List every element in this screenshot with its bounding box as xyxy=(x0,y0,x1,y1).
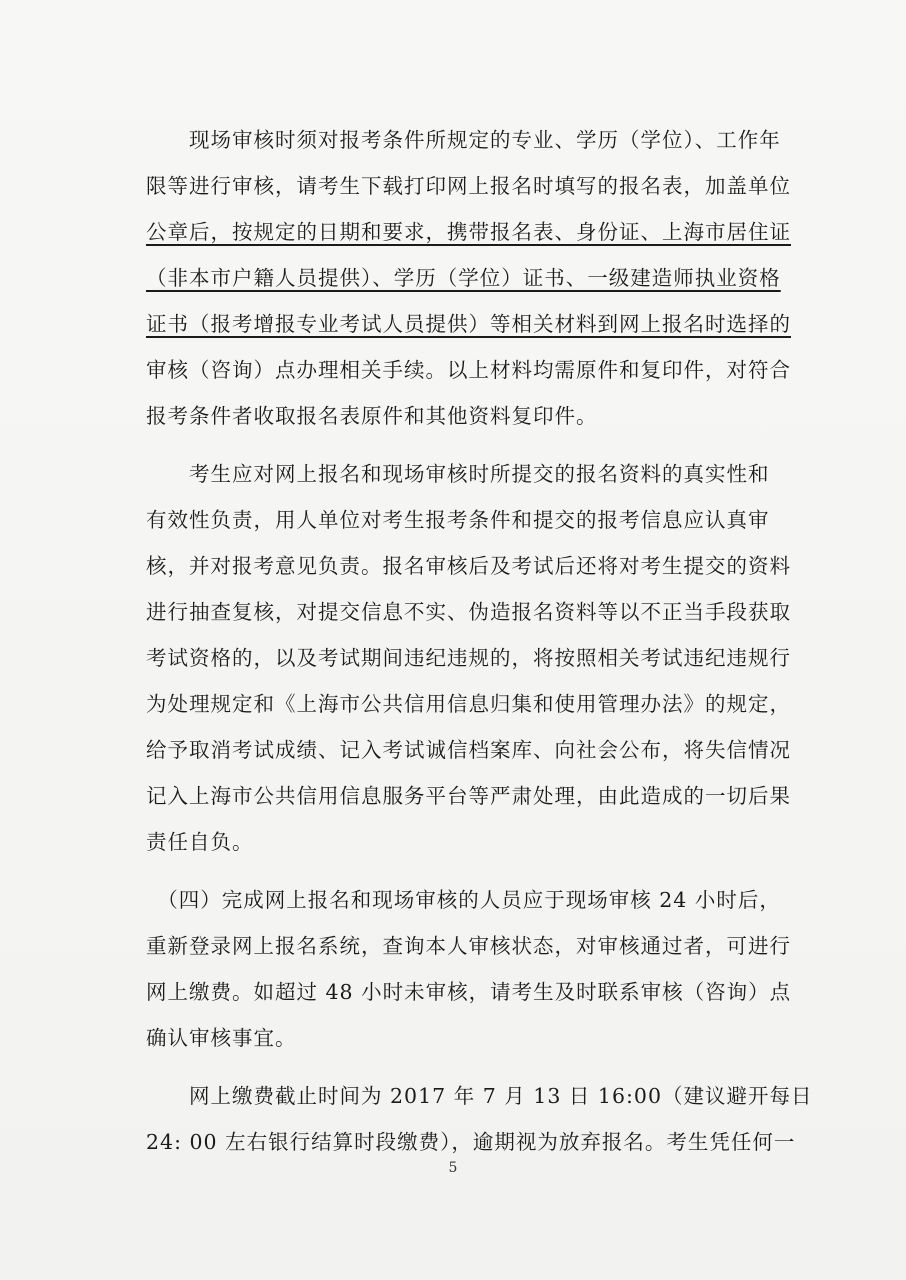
body-text xyxy=(146,117,813,1165)
paragraph-payment-deadline xyxy=(146,1073,813,1165)
text-line: （非本市户籍人员提供）、学历（学位）证书、一级建造师执业资格 xyxy=(146,266,781,290)
text-line: 现场审核时须对报考条件所规定的专业、学历（学位）、工作年 xyxy=(146,128,781,152)
text-line: 记入上海市公共信用信息服务平台等严肃处理，由此造成的一切后果 xyxy=(146,784,791,808)
page-number: 5 xyxy=(448,1160,458,1176)
text-line: （四）完成网上报名和现场审核的人员应于现场审核 24 小时后， xyxy=(146,888,781,912)
text-line: 重新登录网上报名系统，查询本人审核状态，对审核通过者，可进行 xyxy=(146,934,791,958)
text-line: 网上缴费截止时间为 2017 年 7 月 13 日 16:00（建议避开每日 xyxy=(146,1084,813,1108)
text-line: 责任自负。 xyxy=(146,830,254,854)
text-line: 为处理规定和《上海市公共信用信息归集和使用管理办法》的规定， xyxy=(146,692,791,716)
text-line: 24: 00 左右银行结算时段缴费），逾期视为放弃报名。考生凭任何一 xyxy=(146,1130,796,1154)
text-line: 审核（咨询）点办理相关手续。以上材料均需原件和复印件，对符合 xyxy=(146,358,791,382)
text-line: 有效性负责，用人单位对考生报考条件和提交的报考信息应认真审 xyxy=(146,508,770,532)
text-line: 核，并对报考意见负责。报名审核后及考试后还将对考生提交的资料 xyxy=(146,554,791,578)
paragraph-section-four xyxy=(146,877,792,1061)
text-line: 确认审核事宜。 xyxy=(146,1026,297,1050)
text-line: 进行抽查复核，对提交信息不实、伪造报名资料等以不正当手段获取 xyxy=(146,600,791,624)
text-line: 考生应对网上报名和现场审核时所提交的报名资料的真实性和 xyxy=(146,462,770,486)
paragraph-onsite-review xyxy=(146,117,791,439)
text-line: 公章后，按规定的日期和要求，携带报名表、身份证、上海市居住证 xyxy=(146,220,791,244)
text-line: 证书（报考增报专业考试人员提供）等相关材料到网上报名时选择的 xyxy=(146,312,791,336)
text-line: 考试资格的，以及考试期间违纪违规的，将按照相关考试违纪违规行 xyxy=(146,646,791,670)
text-line: 报考条件者收取报名表原件和其他资料复印件。 xyxy=(146,404,598,428)
text-line: 限等进行审核，请考生下载打印网上报名时填写的报名表，加盖单位 xyxy=(146,174,791,198)
text-line: 给予取消考试成绩、记入考试诚信档案库、向社会公布，将失信情况 xyxy=(146,738,791,762)
text-line: 网上缴费。如超过 48 小时未审核，请考生及时联系审核（咨询）点 xyxy=(146,980,792,1004)
paragraph-responsibility xyxy=(146,451,791,865)
